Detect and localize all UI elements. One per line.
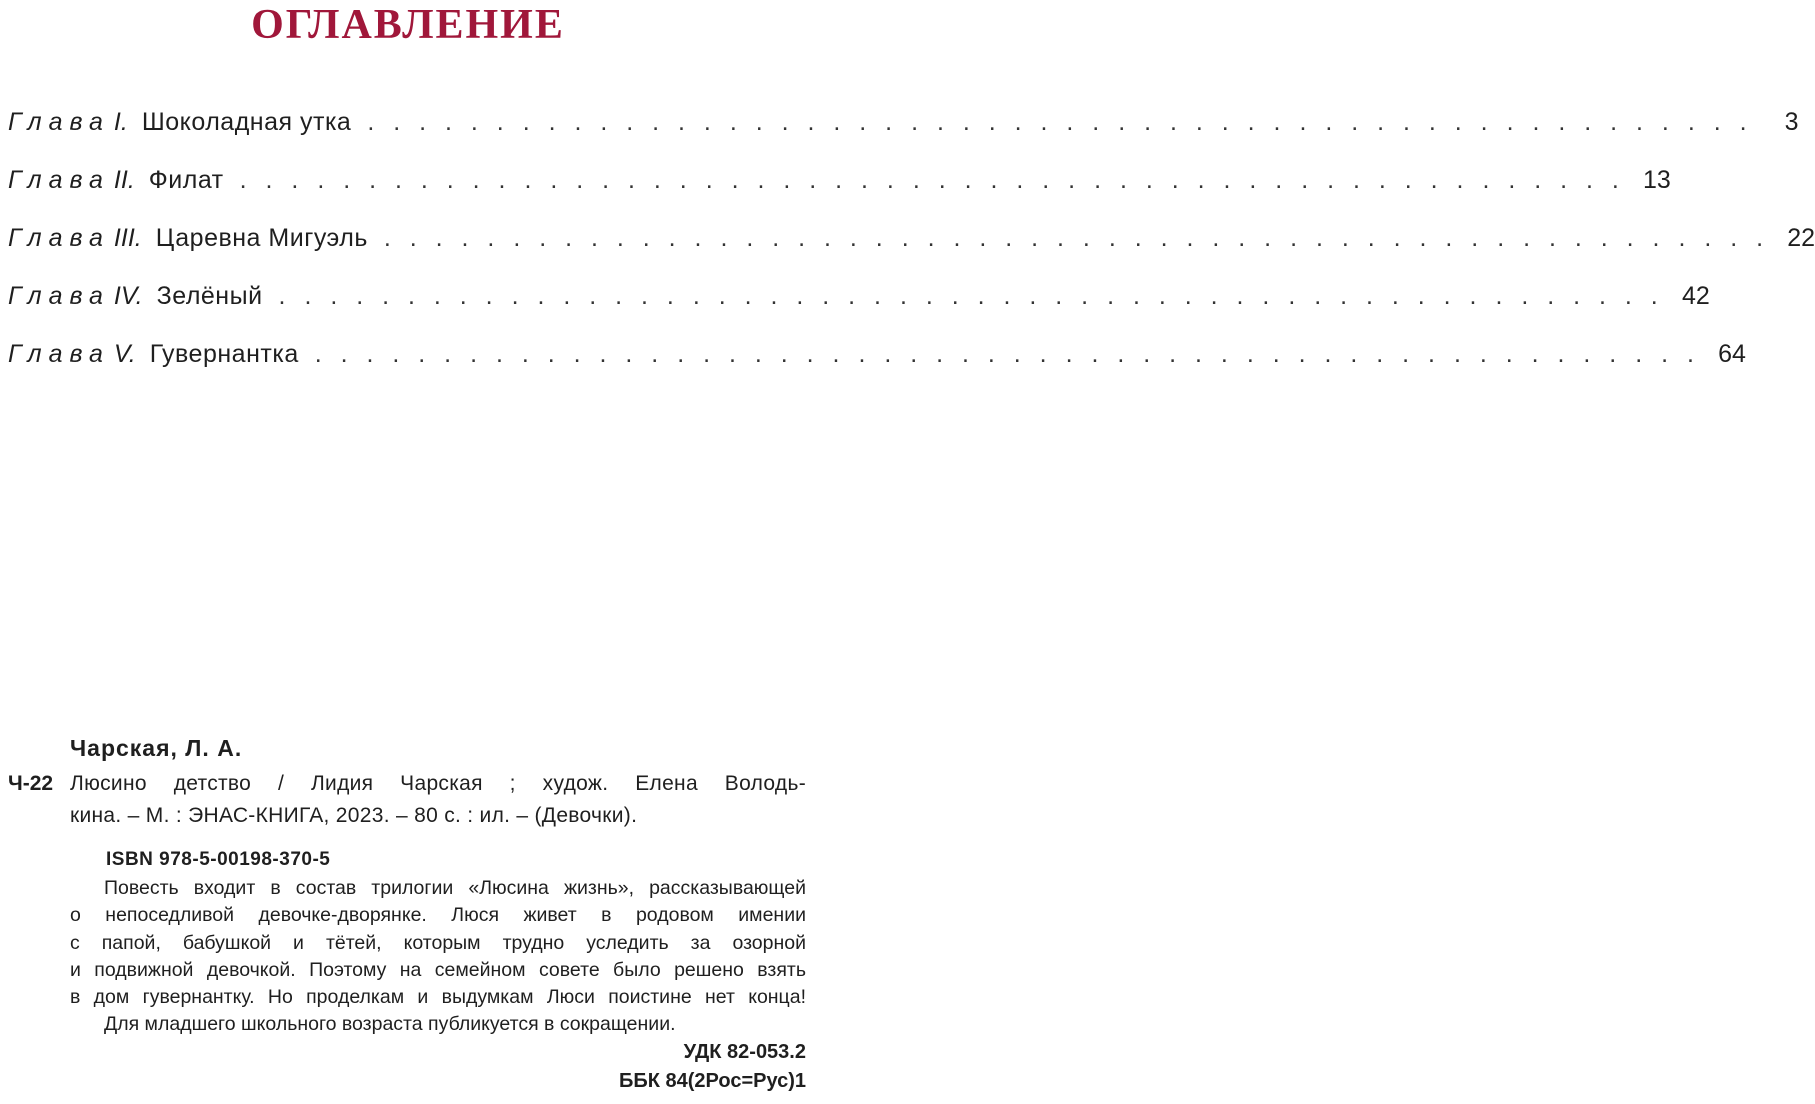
toc-chapter-title: Гувернантка <box>149 340 299 368</box>
toc-chapter-title: Царевна Мигуэль <box>155 224 368 252</box>
catalog-isbn: ISBN 978-5-00198-370-5 <box>106 849 331 870</box>
table-of-contents <box>8 100 1815 390</box>
toc-entry-2 <box>8 158 1671 216</box>
toc-chapter-title: Шоколадная утка <box>141 108 352 136</box>
toc-chapter-prefix: Глава <box>8 166 110 194</box>
toc-chapter-prefix: Глава <box>8 340 110 368</box>
catalog-author: Чарская, Л. А. <box>70 735 243 761</box>
toc-leader-dots: . . . . . . . . . . . . . . . . . . . . . . . . . . . . . . . . . . . . . . . . . . . . . . . . . . . . . . <box>314 340 1700 368</box>
toc-chapter-number: I. <box>113 108 128 136</box>
annotation-line: в дом гувернантку. Но проделкам и выдумкам Люси поистине нет конца! <box>70 986 806 1009</box>
catalog-description-line: Люсино детство / Лидия Чарская ; худож. Елена Володь- <box>70 772 806 795</box>
toc-chapter-number: III. <box>113 224 142 252</box>
toc-chapter-title: Зелёный <box>156 282 263 310</box>
catalog-bibliographic-description <box>70 768 806 832</box>
toc-entry-4 <box>8 274 1710 332</box>
toc-chapter-number: V. <box>113 340 136 368</box>
toc-chapter-number: II. <box>113 166 135 194</box>
toc-chapter-prefix: Глава <box>8 282 110 310</box>
catalog-annotation <box>70 875 806 1039</box>
toc-leader-dots: . . . . . . . . . . . . . . . . . . . . . . . . . . . . . . . . . . . . . . . . . . . . . . . . . . . . . . <box>239 166 1625 194</box>
annotation-line: и подвижной девочкой. Поэтому на семейном совете было решено взять <box>70 958 806 981</box>
toc-entry-3 <box>8 216 1815 274</box>
toc-leader-dots: . . . . . . . . . . . . . . . . . . . . . . . . . . . . . . . . . . . . . . . . . . . . . . . . . . . . . . <box>278 282 1664 310</box>
toc-entry-5 <box>8 332 1746 390</box>
annotation-line: Повесть входит в состав трилогии «Люсина жизнь», рассказывающей <box>104 877 806 899</box>
annotation-line: с папой, бабушкой и тётей, которым трудно уследить за озорной <box>70 931 806 954</box>
toc-page-number: 64 <box>1718 340 1746 368</box>
toc-chapter-number: IV. <box>113 282 143 310</box>
page-title: ОГЛАВЛЕНИЕ <box>251 2 565 48</box>
toc-chapter-title: Филат <box>148 166 224 194</box>
catalog-author-code: Ч-22 <box>8 772 54 795</box>
toc-leader-dots: . . . . . . . . . . . . . . . . . . . . . . . . . . . . . . . . . . . . . . . . . . . . . . . . . . . . . . <box>367 108 1753 136</box>
toc-leader-dots: . . . . . . . . . . . . . . . . . . . . . . . . . . . . . . . . . . . . . . . . . . . . . . . . . . . . . . <box>383 224 1770 252</box>
catalog-bbk: ББК 84(2Рос=Рус)1 <box>618 1070 806 1092</box>
annotation-line: Для младшего школьного возраста публикуется в сокращении. <box>104 1013 676 1036</box>
toc-page-number: 22 <box>1787 224 1815 252</box>
catalog-udk: УДК 82-053.2 <box>683 1041 806 1063</box>
toc-page-number: 42 <box>1681 282 1710 310</box>
annotation-line: о непоседливой девочке-дворянке. Люся живет в родовом имении <box>70 904 806 927</box>
toc-entry-1 <box>8 100 1799 158</box>
toc-page-number: 13 <box>1643 166 1671 194</box>
toc-chapter-prefix: Глава <box>8 224 110 252</box>
toc-chapter-prefix: Глава <box>8 108 110 136</box>
toc-page-number: 3 <box>1784 108 1799 136</box>
catalog-description-line: кина. – М. : ЭНАС-КНИГА, 2023. – 80 с. : ил. – (Девочки). <box>70 804 638 827</box>
